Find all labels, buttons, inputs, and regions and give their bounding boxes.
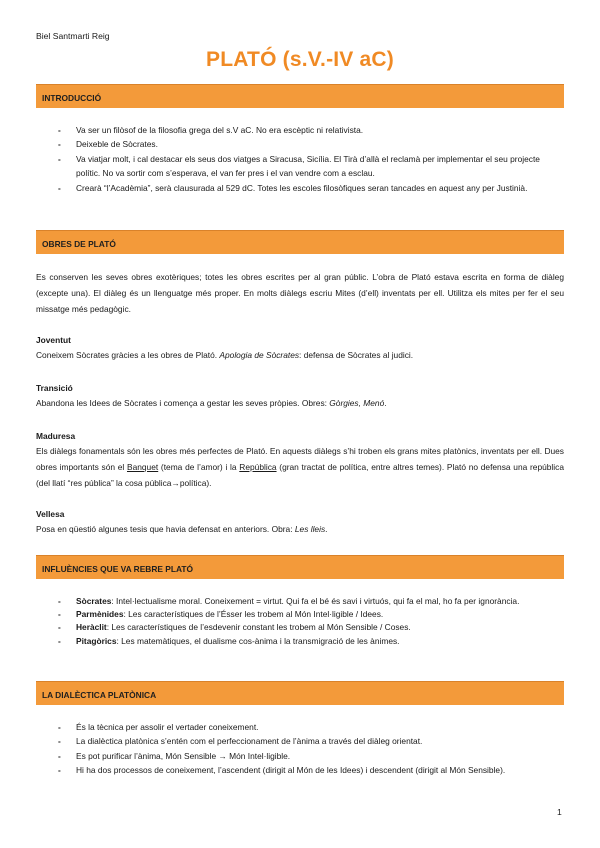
transition-paragraph: Abandona les Idees de Sòcrates i comença a gestar les seves pròpies. Obres: Gòrgies, Menó.: [36, 398, 387, 408]
list-item: - Sòcrates: Intel·lectualisme moral. Coneixement = virtut. Qui fa el bé és savi i virtuós, qui fa el mal, ho fa per ignorància.: [36, 595, 564, 608]
list-item: - Es pot purificar l’ànima, Món Sensible → Món Intel·ligible.: [36, 749, 564, 763]
intro-list: [36, 123, 564, 195]
dialectic-list: [36, 720, 564, 778]
list-item: - La dialèctica platònica s’entén com el perfeccionament de l’ànima a través del diàleg orientat.: [36, 734, 564, 748]
work-title: Les lleis: [294, 524, 326, 534]
section-heading-works: OBRES DE PLATÓ: [36, 230, 564, 254]
list-item: - Deixeble de Sòcrates.: [36, 137, 564, 151]
subheading-transition: Transició: [36, 383, 73, 393]
influence-name: Heràclit: [76, 622, 107, 633]
author-name: Biel Santmarti Reig: [36, 31, 110, 41]
work-title-republica: República: [239, 462, 277, 472]
work-title-banquet: Banquet: [127, 462, 159, 472]
work-title: Gòrgies, Menó: [329, 398, 385, 408]
list-item: - Hi ha dos processos de coneixement, l’ascendent (dirigit al Món de les Idees) i descendent (dirigit al Món Sensible).: [36, 763, 564, 777]
subheading-maturity: Maduresa: [36, 431, 76, 441]
subheading-old-age: Vellesa: [36, 509, 65, 519]
works-intro-paragraph: Es conserven les seves obres exotèriques; totes les obres escrites per al gran públic. L’obra de Plató estava escrita en forma de diàleg (excepte una). El diàleg és un llenguatge més proper. En molts diàlegs escriu Mites (d’ell) inventats per ell. Utilitza els mites per fer el seu missatge més pedagògic.: [36, 272, 564, 314]
maturity-paragraph: Els diàlegs fonamentals són les obres més perfectes de Plató. En aquests diàlegs s’hi troben els grans mites platònics, inventats per ell. Dues obres importants són el Banquet (tema de l’amor) i la República (gran tractat de política, entre altres temes). Plató no defensa una república (del llatí “res pública” la cosa pública→política).: [36, 446, 564, 488]
influence-name: Sòcrates: [76, 596, 112, 606]
list-item: - Va ser un filòsof de la filosofia grega del s.V aC. No era escèptic ni relativista.: [36, 123, 564, 137]
influences-list: [36, 595, 564, 648]
influence-name: Pitagòrics: [76, 635, 117, 646]
list-item: - És la tècnica per assolir el vertader coneixement.: [36, 720, 564, 734]
list-item: - Pitagòrics: Les matemàtiques, el dualisme cos-ànima i la transmigració de les ànimes.: [36, 635, 564, 648]
section-heading-influences: INFLUÈNCIES QUE VA REBRE PLATÓ: [36, 555, 564, 579]
old-age-paragraph: Posa en qüestió algunes tesis que havia defensat en anteriors. Obra: Les lleis.: [36, 524, 328, 534]
page-number: 1: [557, 807, 562, 817]
section-heading-dialectic: LA DIALÈCTICA PLATÒNICA: [36, 681, 564, 705]
influence-name: Parmènides: [76, 609, 124, 620]
subheading-youth: Joventut: [36, 335, 71, 345]
list-item: - Crearà “l’Acadèmia”, serà clausurada al 529 dC. Totes les escoles filosòfiques seran tancades en aquest any per Justinià.: [36, 181, 564, 195]
list-item: - Parmènides: Les característiques de l’Ésser les trobem al Món Intel·ligible / Idees.: [36, 608, 564, 621]
section-heading-intro: INTRODUCCIÓ: [36, 84, 564, 108]
page-title: PLATÓ (s.V.-IV aC): [206, 48, 394, 71]
work-title: Apologia de Sòcrates: [219, 350, 300, 360]
list-item: - Heràclit: Les característiques de l’esdevenir constant les trobem al Món Sensible / Coses.: [36, 621, 564, 634]
list-item: - Va viatjar molt, i cal destacar els seus dos viatges a Siracusa, Sicília. El Tirà d’allà el reclamà per implementar el seu projecte polític. No va sortir com s’esperava, el van fer pres i el van vendre com a esclau.: [36, 152, 564, 181]
youth-paragraph: Coneixem Sòcrates gràcies a les obres de Plató. Apologia de Sòcrates: defensa de Sòcrates al judici.: [36, 350, 414, 360]
